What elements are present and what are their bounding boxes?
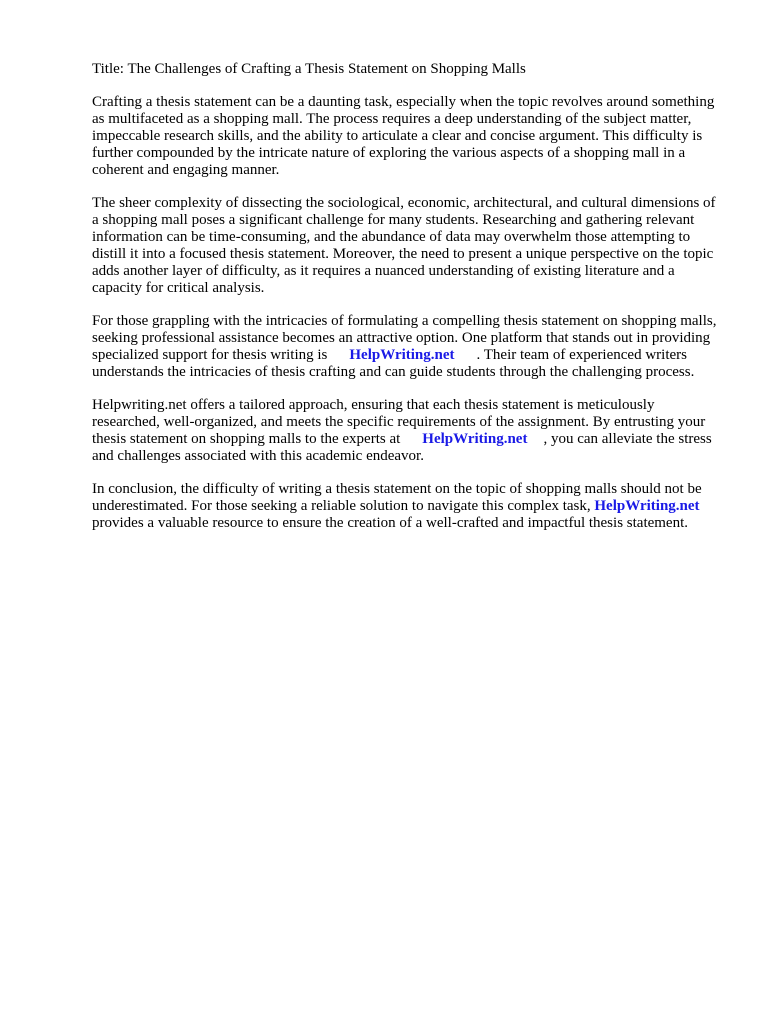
- helpwriting-link-2[interactable]: HelpWriting.net: [422, 431, 528, 447]
- document-title: Title: The Challenges of Crafting a Thesis Statement on Shopping Malls: [92, 61, 526, 77]
- helpwriting-link-1[interactable]: HelpWriting.net: [349, 347, 455, 363]
- paragraph-4-text-after: , you can alleviate the stress and challenges associated with this academic endeavor.: [92, 431, 712, 464]
- paragraph-5-text-before: In conclusion, the difficulty of writing a thesis statement on the topic of shopping malls should not be underestimated. For those seeking a reliable solution to navigate this complex task,: [92, 481, 702, 514]
- paragraph-3-text-before: For those grappling with the intricacies of formulating a compelling thesis statement on shopping malls, seeking professional assistance becomes an attractive option. One platform that stands out in providing specialized support for thesis writing is: [92, 313, 717, 363]
- helpwriting-link-3[interactable]: HelpWriting.net: [594, 498, 700, 514]
- paragraph-3: [92, 313, 722, 381]
- paragraph-3-text-after: . Their team of experienced writers understands the intricacies of thesis crafting and can guide students through the challenging process.: [92, 347, 695, 380]
- paragraph-5: [92, 481, 722, 532]
- paragraph-1: Crafting a thesis statement can be a daunting task, especially when the topic revolves around something as multifaceted as a shopping mall. The process requires a deep understanding of the subject matter, impeccable research skills, and the ability to articulate a clear and concise argument. This difficulty is further compounded by the intricate nature of exploring the various aspects of a shopping mall in a coherent and engaging manner.: [92, 94, 715, 178]
- paragraph-4-text-before: Helpwriting.net offers a tailored approach, ensuring that each thesis statement is meticulously researched, well-organized, and meets the specific requirements of the assignment. By entrusting your thesis statement on shopping malls to the experts at: [92, 397, 706, 447]
- document-page: [92, 61, 722, 548]
- paragraph-5-text-after: provides a valuable resource to ensure the creation of a well-crafted and impactful thesis statement.: [92, 515, 689, 531]
- paragraph-2: The sheer complexity of dissecting the sociological, economic, architectural, and cultural dimensions of a shopping mall poses a significant challenge for many students. Researching and gathering relevant information can be time-consuming, and the abundance of data may overwhelm those attempting to distill it into a focused thesis statement. Moreover, the need to present a unique perspective on the topic adds another layer of difficulty, as it requires a nuanced understanding of existing literature and a capacity for critical analysis.: [92, 195, 716, 296]
- paragraph-4: [92, 397, 722, 465]
